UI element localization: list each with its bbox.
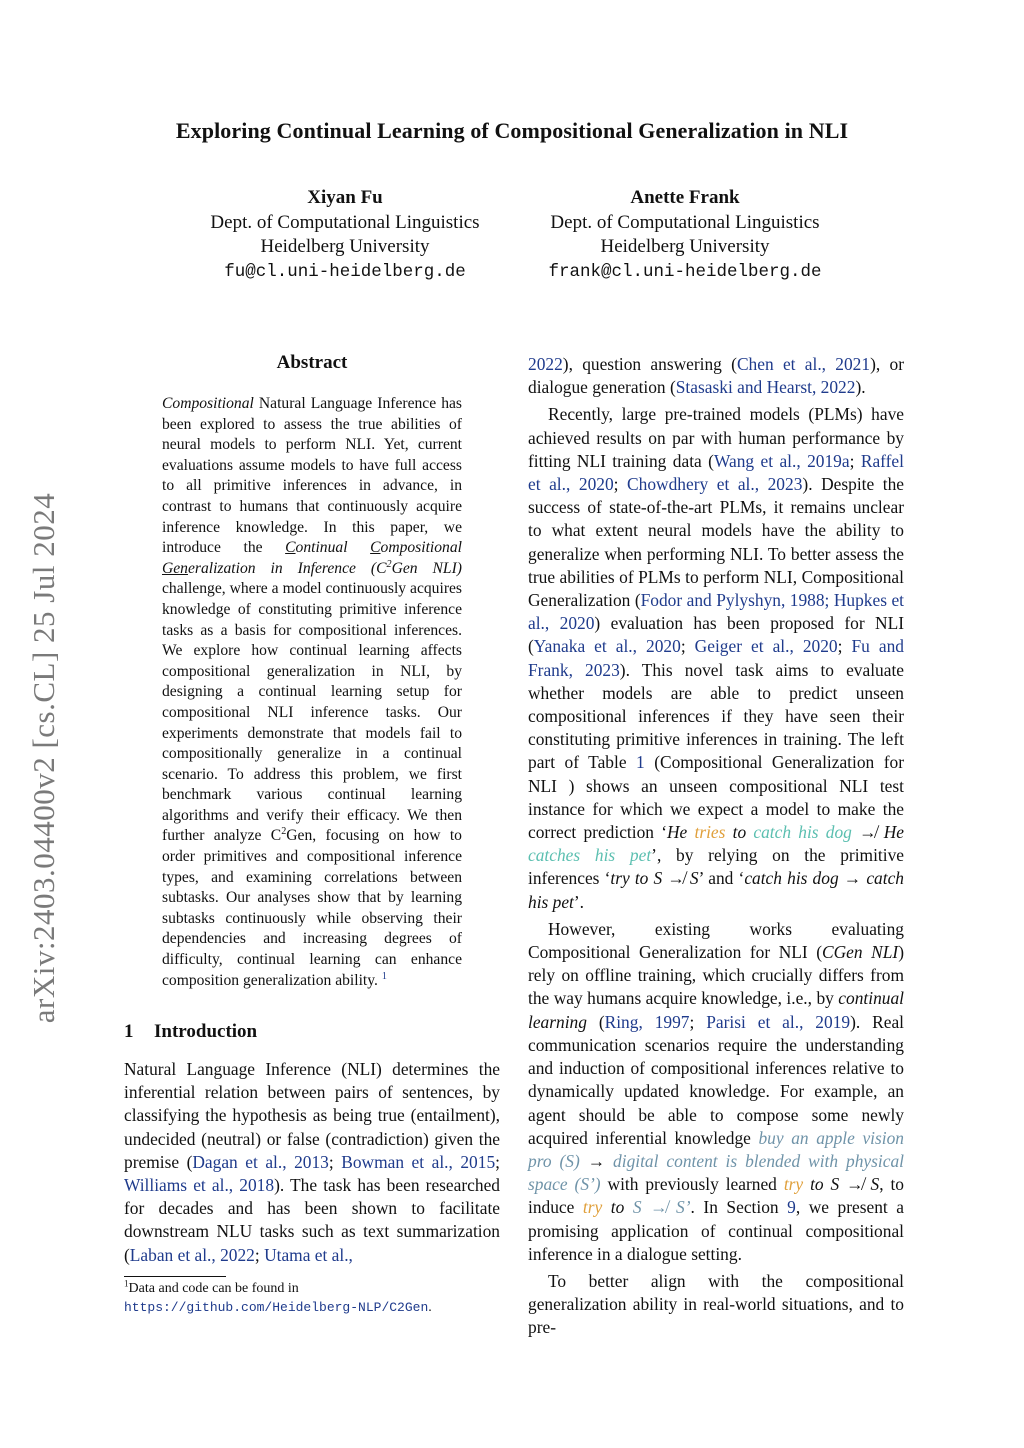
text: ;: [495, 1151, 500, 1172]
text: ). The task has been researched for decades and has been shown to facilitate downstream NLU tasks such as text summarization (: [124, 1175, 500, 1265]
abstract-text: Natural Language Inference has been explored to assess the true abilities of neural models to perform NLI. Yet, current evaluations assume models to have full access to all primitive inferences in advance, in contrast to humans that continuously acquire inference knowledge. In this paper, we introduce the: [162, 395, 462, 557]
footnote-marker-link[interactable]: 1: [381, 970, 387, 982]
arrow-symbol: →: [587, 1150, 606, 1171]
paragraph: [528, 1270, 904, 1340]
example-highlight: try: [582, 1197, 603, 1218]
text: ), or dialogue generation (: [528, 354, 904, 398]
table-ref-link[interactable]: 1: [636, 752, 645, 773]
text: ;: [680, 636, 695, 657]
example-text: S ↛ S: [830, 1174, 880, 1195]
citation-link[interactable]: Fu and Frank, 2023: [528, 636, 904, 680]
abstract-text: 2: [386, 558, 392, 570]
text: ). Despite the success of state-of-the-art PLMs, it remains unclear to what extent neural models have the ability to generalize when performing NLI. To better assess the true abilities of PLMs to perform NLI, Compositional Generalization (: [528, 474, 904, 611]
author-email[interactable]: fu@cl.uni-heidelberg.de: [224, 261, 466, 282]
citation-link[interactable]: Chowdhery et al., 2023: [627, 474, 803, 495]
author-name: Anette Frank: [630, 187, 740, 208]
text: ;: [254, 1244, 265, 1265]
footnote-rule: [124, 1276, 226, 1277]
author-univ: Heidelberg University: [600, 236, 770, 257]
citation-link[interactable]: Laban et al., 2022: [129, 1244, 255, 1265]
paragraph: [528, 353, 904, 399]
example-highlight: catch his dog: [753, 822, 852, 843]
example-text: to: [732, 822, 747, 843]
citation-link[interactable]: Ring, 1997: [604, 1011, 690, 1032]
footnote-text: .: [428, 1300, 432, 1315]
author-email[interactable]: frank@cl.uni-heidelberg.de: [548, 261, 822, 282]
abstract-text: Compositional: [162, 395, 254, 412]
text: ;: [689, 1011, 707, 1032]
section-ref-link[interactable]: 9: [787, 1197, 796, 1218]
example-highlight: S ↛ S’: [632, 1197, 691, 1218]
text: , we present a promising application of continual compositional inference in a dialogue setting.: [528, 1197, 905, 1264]
citation-link[interactable]: Raffel et al., 2020: [528, 450, 904, 495]
text: ;: [849, 450, 861, 471]
abstract-body: [162, 394, 462, 991]
citation-link[interactable]: Yanaka et al., 2020: [533, 636, 681, 657]
citation-link[interactable]: Parisi et al., 2019: [706, 1011, 851, 1032]
text: To better align with the compositional generalization ability in real-world situations, and to pre-: [528, 1270, 904, 1338]
text: ).: [855, 377, 866, 398]
abstract-text: 2: [281, 826, 287, 838]
text: ;: [328, 1151, 342, 1172]
text: Natural Language Inference (NLI) determines the inferential relation between pairs of sentences, by classifying the hypothesis as being true (entailment), undecided (neutral) or false (contradiction) given the premise (: [124, 1059, 500, 1172]
text: However, existing works evaluating Compositional Generalization for NLI (: [528, 918, 904, 963]
text: ’.: [573, 891, 585, 912]
example-highlight: catches his pet: [528, 845, 652, 866]
text: (Compositional Generalization for NLI ) shows an unseen compositional NLI test instance for which we expect a model to make the correct prediction ‘: [528, 752, 904, 843]
example-text: He: [667, 822, 688, 843]
citation-link[interactable]: Fodor and Pylyshyn, 1988; Hupkes et al., 2020: [528, 590, 904, 634]
text: . In Section: [690, 1197, 788, 1218]
abstract-text: eralization in Inference (C: [187, 559, 387, 577]
citation-link[interactable]: Stasaski and Hearst, 2022: [675, 377, 856, 398]
example-text: to: [610, 1197, 625, 1218]
text: with previously learned: [600, 1174, 784, 1195]
arrow-symbol: ↛: [859, 822, 877, 843]
text: ’, by relying on the primitive inferences ‘: [528, 845, 904, 889]
paragraph: [124, 1058, 500, 1267]
citation-link[interactable]: Chen et al., 2021: [736, 354, 871, 374]
author-block-1: [165, 186, 525, 284]
text: Recently, large pre-trained models (PLMs) have achieved results on par with human performance by fitting NLI training data (: [528, 404, 904, 471]
text: ). This novel task aims to evaluate whether models are able to predict unseen compositional inferences if they have seen their constituting primitive inferences in training. The left part of Table: [528, 659, 904, 773]
abstract-text: Gen: [162, 559, 188, 577]
citation-link[interactable]: Williams et al., 2018: [124, 1175, 275, 1196]
citation-link[interactable]: Bowman et al., 2015: [341, 1151, 496, 1172]
abstract-text: C: [285, 539, 296, 557]
footnote-number: 1: [124, 1278, 129, 1289]
text: ), question answering (: [562, 354, 737, 374]
example-text: to: [810, 1174, 824, 1195]
right-column: [528, 353, 904, 1340]
paragraph: [528, 403, 904, 913]
left-column: [124, 1058, 500, 1267]
abstract-heading: Abstract: [276, 352, 348, 373]
text: ’ and ‘: [698, 868, 745, 889]
author-univ: Heidelberg University: [260, 236, 430, 257]
text: , to induce: [528, 1174, 904, 1218]
example-highlight: digital content is blended with physical space (S’): [528, 1150, 904, 1195]
abstract-text: ontinual: [295, 539, 371, 557]
author-block-2: [505, 186, 865, 284]
paragraph: [528, 918, 904, 1266]
footnote: [124, 1279, 500, 1317]
citation-link[interactable]: 2022: [528, 354, 563, 374]
example-text: continual learning: [528, 988, 904, 1032]
footnote-text: Data and code can be found in: [128, 1281, 299, 1296]
example-highlight: tries: [694, 822, 726, 843]
example-text: CGen NLI: [822, 942, 899, 963]
text: ;: [613, 474, 628, 495]
section-number: 1: [124, 1021, 134, 1042]
abstract-text: C: [370, 539, 381, 557]
text: (: [586, 1011, 605, 1032]
abstract-text: Gen, focusing on how to order primitives and compositional inference types, and examining correlations between subtasks. Our analyses show that by learning subtasks continuously while observing their dependencies and increasing degrees of difficulty, continual learning can enhance composition generalization ability.: [162, 827, 462, 989]
citation-link[interactable]: Wang et al., 2019a: [713, 450, 850, 471]
text: ) rely on offline training, which crucially differs from the way humans acquire knowledge, i.e., by: [528, 942, 904, 1009]
citation-link[interactable]: Geiger et al., 2020: [694, 636, 838, 657]
example-text: catch his dog → catch his pet: [528, 868, 904, 912]
text: ;: [837, 636, 852, 657]
abstract-text: ompositional: [380, 539, 462, 557]
example-text: He: [883, 822, 904, 843]
citation-link[interactable]: Dagan et al., 2013: [192, 1151, 329, 1172]
abstract-text: Gen NLI): [391, 559, 462, 577]
citation-link[interactable]: Utama et al.,: [264, 1244, 353, 1265]
example-highlight: try: [783, 1174, 804, 1195]
section-heading: [124, 1021, 500, 1043]
author-name: Xiyan Fu: [307, 187, 383, 208]
author-dept: Dept. of Computational Linguistics: [550, 211, 820, 233]
author-dept: Dept. of Computational Linguistics: [210, 211, 480, 233]
text: ). Real communication scenarios require the understanding and induction of compositional inferences relative to dynamically updated knowledge. For example, an agent should be able to compose some newly acquired inferential knowledge: [528, 1011, 904, 1148]
example-highlight: buy an apple vision pro (S): [528, 1127, 904, 1171]
footnote-url-link[interactable]: https://github.com/Heidelberg-NLP/C2Gen: [124, 1300, 429, 1315]
section-title: Introduction: [154, 1021, 258, 1042]
example-text: try to S ↛ S: [610, 868, 699, 889]
arxiv-identifier: arXiv:2403.04400v2 [cs.CL] 25 Jul 2024: [26, 492, 61, 1024]
text: ) evaluation has been proposed for NLI (: [528, 613, 905, 657]
abstract-text: challenge, where a model continuously acquires knowledge of constituting primitive inference tasks as a basis for compositional inferences. We explore how continual learning affects compositional generalization in NLI, by designing a continual learning setup for compositional NLI inference tasks. Our experiments demonstrate that models fail to compositionally generalize in a continual scenario. To address this problem, we first benchmark various continual learning algorithms and verify their efficacy. We then further analyze C: [162, 580, 462, 845]
paper-title: Exploring Continual Learning of Compositional Generalization in NLI: [175, 118, 849, 143]
